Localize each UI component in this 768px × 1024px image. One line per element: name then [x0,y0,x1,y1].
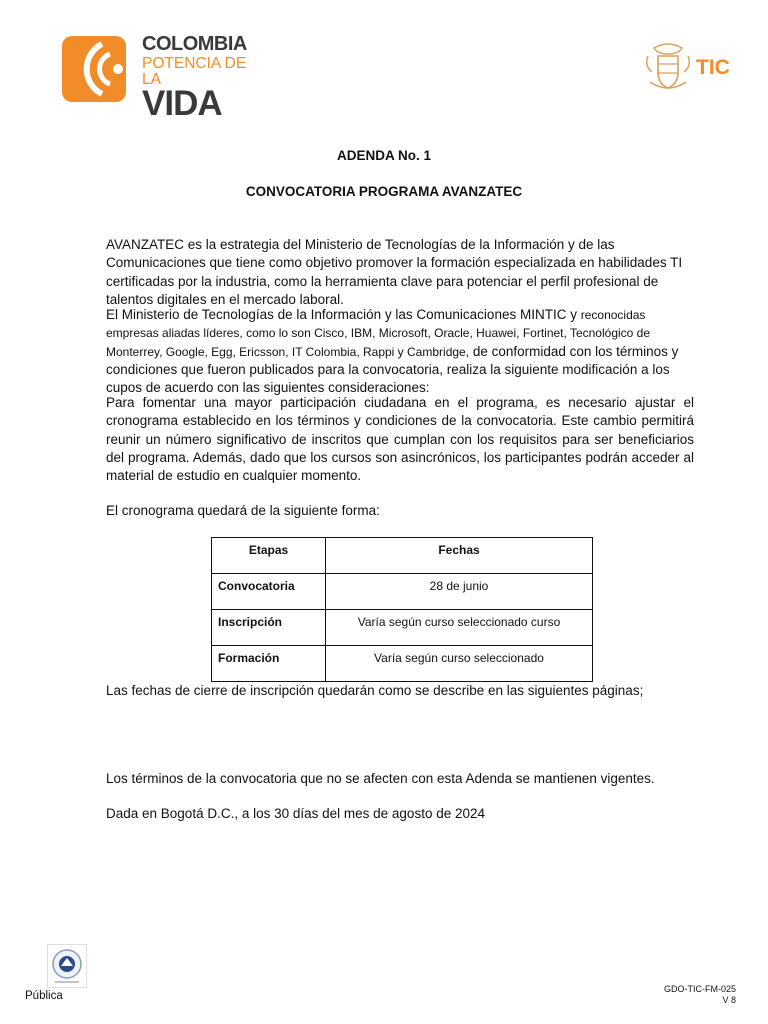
rationale-paragraph: Para fomentar una mayor participación ciudadana en el programa, es necesario ajustar el cronograma establecido en los términos y condiciones de la convocatoria. Este cambio permitirá reunir un número significativo de inscritos que cumplan con los requisitos para ser beneficiarios del programa. Además, dado que los cursos son asincrónicos, los participantes podrán acceder al material de estudio en cualquier momento. [106,395,694,484]
mintic-logo [644,42,739,92]
logo-waves-icon [62,36,126,102]
brand-line-2: POTENCIA DE LA [142,55,247,88]
stage-cell: Formación [212,646,326,682]
certification-seal-icon [47,944,87,988]
signature-date-paragraph: Dada en Bogotá D.C., a los 30 días del mes de agosto de 2024 [106,806,486,821]
date-cell: 28 de junio [326,574,593,610]
form-code: GDO-TIC-FM-025 [664,984,736,994]
colombia-potencia-logo [62,33,247,123]
context-paragraph-part1: El Ministerio de Tecnologías de la Información y las Comunicaciones MINTIC y [106,307,577,322]
document-subtitle: CONVOCATORIA PROGRAMA AVANZATEC [245,184,523,199]
table-header-row [212,538,593,574]
table-row [212,646,593,682]
document-title: ADENDA No. 1 [336,148,431,163]
classification-label: Pública [25,990,63,1002]
tic-wordmark: TIC [696,56,730,79]
date-cell: Varía según curso seleccionado curso [326,610,593,646]
closing-dates-paragraph: Las fechas de cierre de inscripción quedarán como se describe en las siguientes páginas; [106,683,644,698]
context-paragraph-part2: de conformidad con los términos y condiciones que fueron publicados para la convocatoria, realiza la siguiente modificación a los cupos de acuerdo con las siguientes consideraciones: [106,343,679,396]
brand-line-1: COLOMBIA [142,33,247,55]
header-fechas: Fechas [326,538,593,574]
stage-cell: Convocatoria [212,574,326,610]
intro-paragraph: AVANZATEC es la estrategia del Ministerio de Tecnologías de la Información y de las Comunicaciones que tiene como objetivo promover la formación especializada en habilidades TI certificadas por la industria, como la herramienta clave para potenciar el perfil profesional de talentos digitales en el mercado laboral. [106,237,683,307]
schedule-table [211,537,593,682]
brand-line-3: VIDA [142,84,222,123]
document-code [664,984,736,1006]
schedule-intro: El cronograma quedará de la siguiente forma: [106,503,380,518]
coat-of-arms-icon [644,42,692,92]
table-row [212,574,593,610]
stage-cell: Inscripción [212,610,326,646]
validity-paragraph: Los términos de la convocatoria que no se afecten con esta Adenda se mantienen vigentes. [106,771,655,786]
form-version: V 8 [722,995,736,1005]
context-paragraph-partners: reconocidas empresas aliadas líderes, como lo son Cisco, IBM, Microsoft, Oracle, Huawei, Fortinet, Tecnológico de Monterrey, Google, Egg, Ericsson, IT Colombia, Rappi y Cambridge, [106,308,651,359]
date-cell: Varía según curso seleccionado [326,646,593,682]
table-row [212,610,593,646]
context-paragraph [106,306,694,397]
header-etapas: Etapas [212,538,326,574]
